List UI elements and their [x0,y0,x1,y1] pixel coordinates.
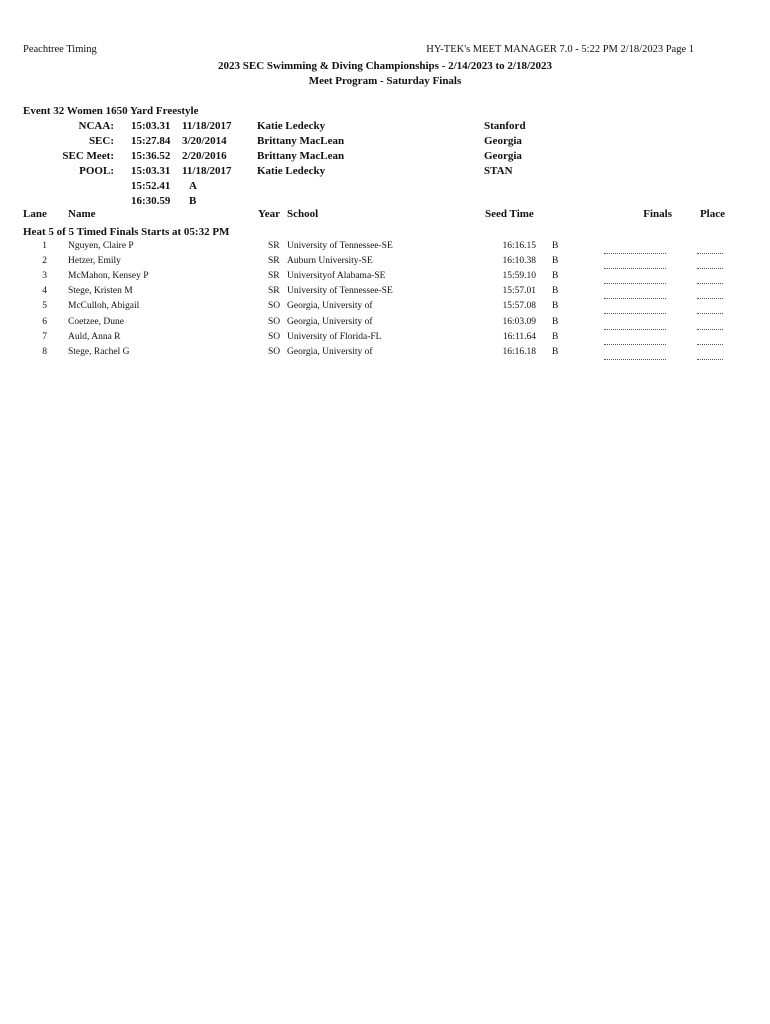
col-name: Name [68,208,96,220]
swimmer-name: Nguyen, Claire P [68,241,134,251]
software-info: HY-TEK's MEET MANAGER 7.0 - 5:22 PM 2/18/2023 Page 1 [426,44,694,55]
seed-time: 16:03.09 [502,316,536,327]
record-time: 15:27.84 [131,135,171,147]
place-blank[interactable] [697,253,723,254]
col-year: Year [258,208,280,220]
finals-blank[interactable] [604,268,666,269]
swimmer-school: University of Tennessee-SE [287,286,393,297]
finals-blank[interactable] [604,283,666,284]
swimmer-school: University of Florida-FL [287,331,382,342]
swimmer-name: Coetzee, Dune [68,316,124,327]
lane-number: 6 [42,316,47,327]
record-time: 15:03.31 [131,165,171,177]
place-blank[interactable] [697,268,723,269]
swimmer-name: Auld, Anna R [68,331,121,342]
seed-time: 16:10.38 [502,256,536,267]
lane-number: 8 [42,346,47,357]
standard-time: 15:52.41 [131,180,171,192]
lane-number: 5 [42,301,47,312]
record-label: SEC: [88,135,114,147]
place-blank[interactable] [697,359,723,360]
seed-time: 16:16.15 [502,241,536,251]
seed-time: 15:59.10 [502,271,536,282]
record-time: 15:36.52 [131,150,171,162]
record-team: Stanford [484,120,526,132]
seed-standard: B [552,256,559,267]
lane-number: 2 [42,256,47,267]
col-place: Place [699,208,725,220]
finals-blank[interactable] [604,298,666,299]
record-date: 11/18/2017 [182,165,232,177]
col-finals: Finals [643,208,672,220]
swimmer-school: Georgia, University of [287,301,373,312]
seed-standard: B [552,286,559,297]
swimmer-school: Universityof Alabama-SE [287,271,386,282]
record-label: NCAA: [78,120,114,132]
record-team: Georgia [484,135,522,147]
swimmer-year: SO [268,301,281,312]
swimmer-name: Stege, Rachel G [68,346,130,357]
swimmer-school: Auburn University-SE [287,256,373,267]
record-holder: Brittany MacLean [257,135,345,147]
col-lane: Lane [23,208,47,220]
col-school: School [287,208,319,220]
place-blank[interactable] [697,313,723,314]
meet-title: 2023 SEC Swimming & Diving Championships - 2/14/2023 to 2/18/2023 [217,60,553,72]
finals-blank[interactable] [604,329,666,330]
lane-number: 7 [42,331,47,342]
seed-time: 15:57.08 [502,301,536,312]
seed-time: 16:11.64 [502,331,536,342]
finals-blank[interactable] [604,253,666,254]
record-time: 15:03.31 [131,120,171,132]
seed-standard: B [552,346,559,357]
swimmer-school: Georgia, University of [287,346,373,357]
place-blank[interactable] [697,298,723,299]
seed-time: 16:16.18 [502,346,536,357]
record-date: 11/18/2017 [182,120,232,132]
record-date: 2/20/2016 [182,150,227,162]
swimmer-year: SR [268,256,280,267]
record-label: POOL: [79,165,114,177]
finals-blank[interactable] [604,359,666,360]
swimmer-name: McCulloh, Abigail [68,301,140,312]
standard-code: A [189,180,197,192]
col-seed-time: Seed Time [485,208,534,220]
seed-standard: B [552,271,559,282]
lane-number: 1 [42,241,47,251]
record-date: 3/20/2014 [182,135,227,147]
record-holder: Katie Ledecky [257,120,326,132]
standard-time: 16:30.59 [131,195,171,207]
lane-number: 4 [42,286,47,297]
swimmer-name: Stege, Kristen M [68,286,133,297]
record-holder: Katie Ledecky [257,165,326,177]
seed-standard: B [552,316,559,327]
swimmer-name: Hetzer, Emily [68,256,121,267]
seed-standard: B [552,241,559,251]
swimmer-name: McMahon, Kensey P [68,271,149,282]
event-title: Event 32 Women 1650 Yard Freestyle [23,105,199,117]
swimmer-year: SO [268,346,281,357]
record-holder: Brittany MacLean [257,150,345,162]
lane-number: 3 [42,271,47,282]
place-blank[interactable] [697,329,723,330]
place-blank[interactable] [697,283,723,284]
place-blank[interactable] [697,344,723,345]
seed-time: 15:57.01 [502,286,536,297]
record-team: Georgia [484,150,522,162]
seed-standard: B [552,331,559,342]
swimmer-year: SR [268,241,280,251]
record-team: STAN [484,165,513,177]
standard-code: B [189,195,197,207]
heat-title: Heat 5 of 5 Timed Finals Starts at 05:32 PM [23,226,230,238]
swimmer-year: SO [268,316,281,327]
seed-standard: B [552,301,559,312]
finals-blank[interactable] [604,344,666,345]
swimmer-year: SR [268,286,280,297]
swimmer-year: SO [268,331,281,342]
program-subtitle: Meet Program - Saturday Finals [308,75,462,87]
finals-blank[interactable] [604,313,666,314]
swimmer-school: Georgia, University of [287,316,373,327]
meet-timer-label: Peachtree Timing [23,44,97,55]
record-label: SEC Meet: [62,150,114,162]
swimmer-school: University of Tennessee-SE [287,241,393,251]
swimmer-year: SR [268,271,280,282]
